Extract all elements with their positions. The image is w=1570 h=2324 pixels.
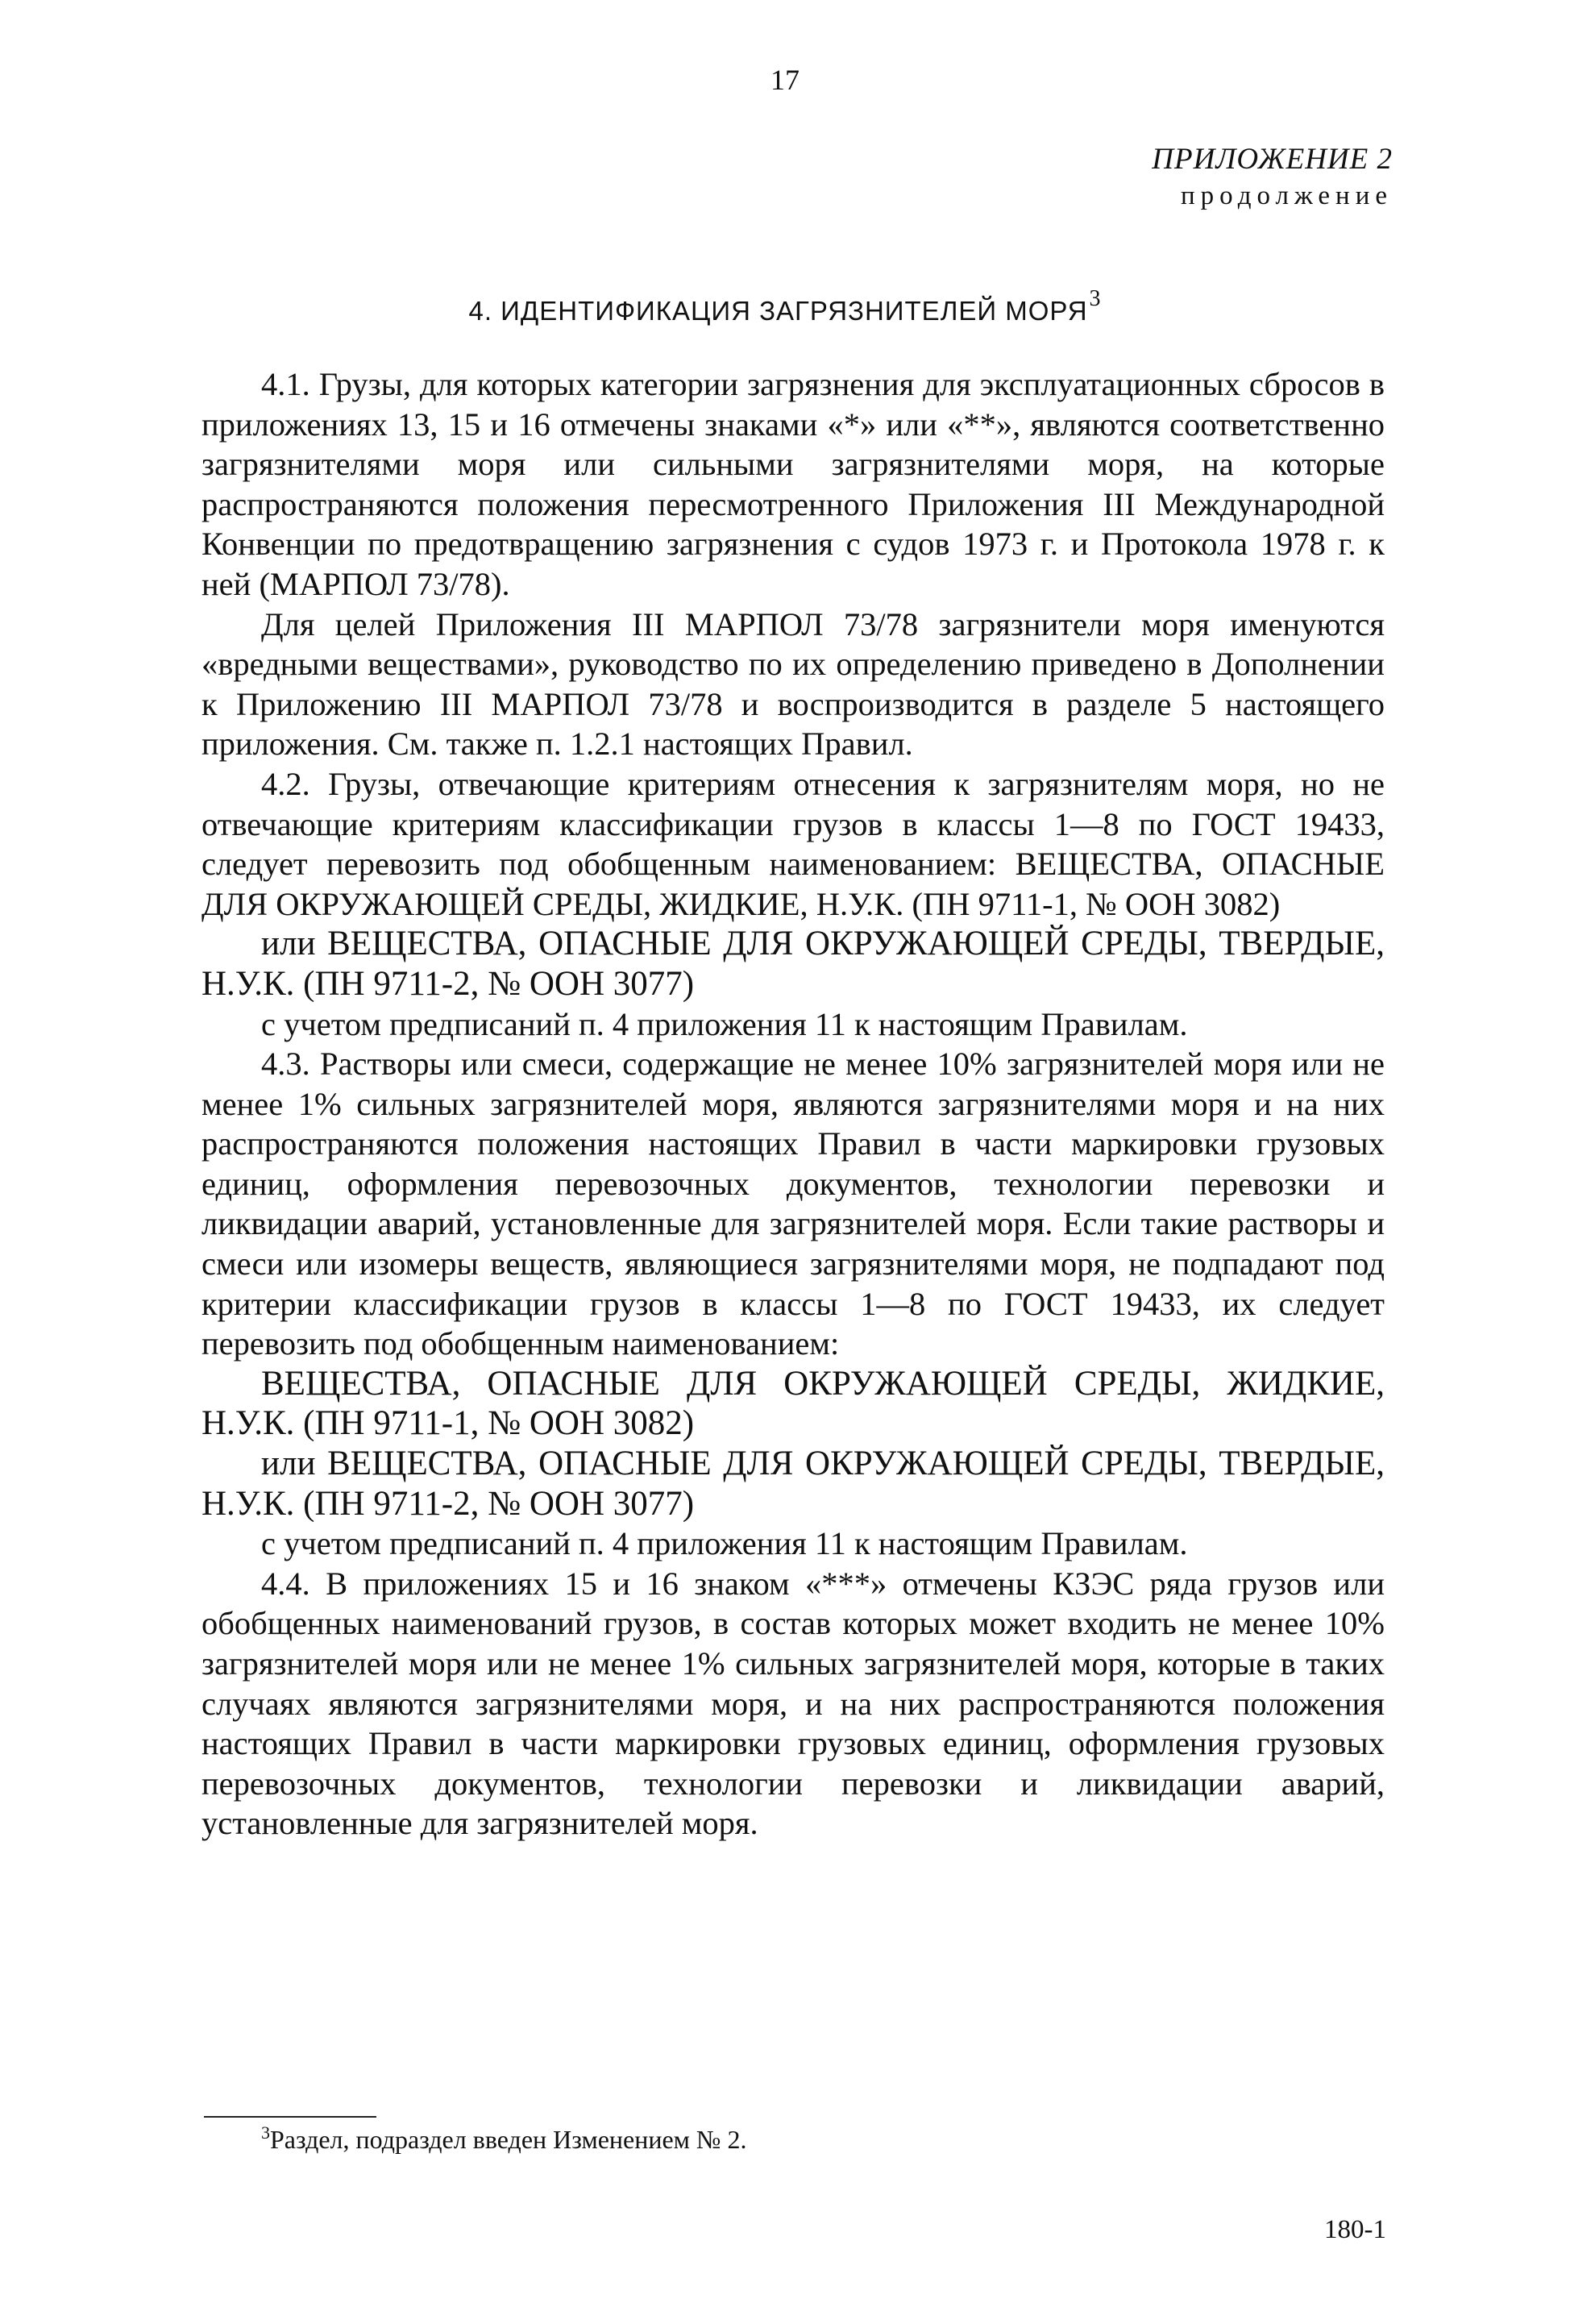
paragraph-4-2-reference: с учетом предписаний п. 4 приложения 11 к настоящим Правилам. <box>261 1005 1188 1042</box>
paragraph-4-3-reference: с учетом предписаний п. 4 приложения 11 к настоящим Правилам. <box>261 1525 1188 1562</box>
page-number: 17 <box>770 64 800 96</box>
footnote <box>261 2122 746 2155</box>
appendix-title: ПРИЛОЖЕНИЕ 2 <box>1152 143 1393 176</box>
footnote-mark: 3 <box>261 2122 270 2143</box>
paragraph-4-3: 4.3. Растворы или смеси, содержащие не менее 10% загрязнителей моря или не менее 1% сильных загрязнителей моря, являются загрязнителями моря и на них распространяются положения настоящих Правил в части маркировки грузовых единиц, оформления перевозочных документов, технологии перевозки и ликвидации аварий, установленные для загрязнителей моря. Если такие растворы и смеси или изомеры веществ, являющиеся загрязнителями моря, не подпадают под критерии классификации грузов в классы 1—8 по ГОСТ 19433, их следует перевозить под обобщенным наименованием: <box>201 1046 1385 1362</box>
paragraph-4-1: 4.1. Грузы, для которых категории загрязнения для эксплуатационных сбросов в приложениях 13, 15 и 16 отмечены знаками «*» или «**», являются соответственно загрязнителями моря или сильными загрязнителями моря, на которые распространяются положения пересмотренного Приложения III Международной Конвенции по предотвращению загрязнения с судов 1973 г. и Протокола 1978 г. к ней (МАРПОЛ 73/78). <box>201 366 1385 602</box>
paragraph-marpol-note: Для целей Приложения III МАРПОЛ 73/78 загрязнители моря именуются «вредными веществами», руководство по их определению приведено в Дополнении к Приложению III МАРПОЛ 73/78 и воспроизводится в разделе 5 настоящего приложения. См. также п. 1.2.1 настоящих Правил. <box>201 605 1385 763</box>
section-footnote-mark: 3 <box>1089 286 1102 311</box>
paragraph-4-4: 4.4. В приложениях 15 и 16 знаком «***» отмечены КЗЭС ряда грузов или обобщенных наименований грузов, в состав которых может входить не менее 10% загрязнителей моря или не менее 1% сильных загрязнителей моря, которые в таких случаях являются загрязнителями моря, и на них распространяются положения настоящих Правил в части маркировки грузовых единиц, оформления грузовых перевозочных документов, технологии перевозки и ликвидации аварий, установленные для загрязнителей моря. <box>201 1565 1385 1842</box>
footnote-divider <box>204 2116 376 2118</box>
paragraph-4-3-liquid-name: ВЕЩЕСТВА, ОПАСНЫЕ ДЛЯ ОКРУЖАЮЩЕЙ СРЕДЫ, ЖИДКИЕ, Н.У.К. (ПН 9711-1, № ООН 3082) <box>201 1364 1385 1443</box>
section-title <box>0 286 1570 326</box>
page-code: 180-1 <box>1324 2215 1386 2244</box>
document-body <box>201 364 1385 1844</box>
footnote-text: Раздел, подраздел введен Изменением № 2. <box>270 2125 747 2154</box>
appendix-header <box>1152 142 1393 211</box>
paragraph-4-2-solid-name: или ВЕЩЕСТВА, ОПАСНЫЕ ДЛЯ ОКРУЖАЮЩЕЙ СРЕДЫ, ТВЕРДЫЕ, Н.У.К. (ПН 9711-2, № ООН 3077) <box>201 925 1385 1003</box>
paragraph-4-3-solid-name: или ВЕЩЕСТВА, ОПАСНЫЕ ДЛЯ ОКРУЖАЮЩЕЙ СРЕДЫ, ТВЕРДЫЕ, Н.У.К. (ПН 9711-2, № ООН 3077) <box>201 1445 1385 1523</box>
paragraph-4-2: 4.2. Грузы, отвечающие критериям отнесения к загрязнителям моря, но не отвечающие критериям классификации грузов в классы 1—8 по ГОСТ 19433, следует перевозить под обобщенным наименованием: ВЕЩЕСТВА, ОПАСНЫЕ ДЛЯ ОКРУЖАЮЩЕЙ СРЕДЫ, ЖИДКИЕ, Н.У.К. (ПН 9711-1, № ООН 3082) <box>201 765 1385 922</box>
appendix-subtitle: продолжение <box>1180 181 1393 210</box>
section-title-text: 4. ИДЕНТИФИКАЦИЯ ЗАГРЯЗНИТЕЛЕЙ МОРЯ <box>468 296 1088 326</box>
